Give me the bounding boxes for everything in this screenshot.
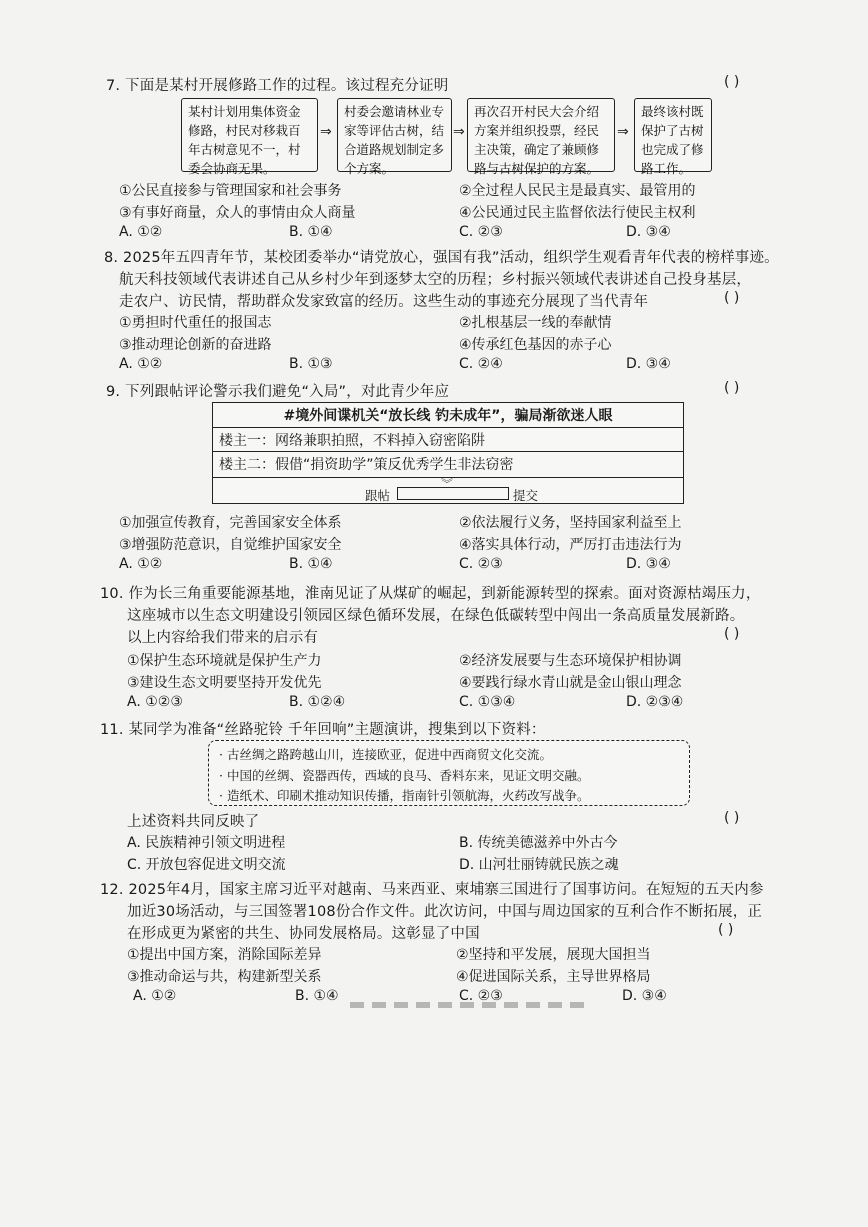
q9-stem: 9. 下列跟帖评论警示我们避免“入局”，对此青少年应 xyxy=(106,384,450,400)
q11-stem: 11. 某同学为准备“丝路驼铃 千年回响”主题演讲，搜集到以下资料： xyxy=(100,722,546,738)
q9-option-1: ①加强宣传教育，完善国家安全体系 xyxy=(119,515,342,531)
q10-line-3: 以上内容给我们带来的启示有 xyxy=(127,630,319,646)
q11-answer-paren: ( ) xyxy=(724,810,740,826)
forum-post-2: 楼主二：假借“捐资助学”策反优秀学生非法窃密 xyxy=(219,457,514,473)
q10-choice-c: C. ①③④ xyxy=(459,694,516,710)
q9-option-3: ③增强防范意识，自觉维护国家安全 xyxy=(119,537,342,553)
q10-choice-a: A. ①②③ xyxy=(127,694,183,710)
divider xyxy=(213,451,683,452)
q7-flow-step-4: 最终该村既保护了古树也完成了修路工作。 xyxy=(634,98,712,172)
q11-choice-b: B. 传统美德滋养中外古今 xyxy=(459,835,618,851)
q9-choice-d: D. ③④ xyxy=(626,556,671,572)
q8-option-1: ①勇担时代重任的报国志 xyxy=(119,315,272,331)
reply-label: 跟帖 xyxy=(365,488,391,503)
q9-choice-a: A. ①② xyxy=(119,556,163,572)
q9-choice-b: B. ①④ xyxy=(289,556,333,572)
q9-option-4: ④落实具体行动，严厉打击违法行为 xyxy=(459,537,682,553)
q7-choice-d: D. ③④ xyxy=(626,224,671,240)
submit-label: 提交 xyxy=(513,488,539,503)
q11-material-3: · 造纸术、印刷术推动知识传播，指南针引领航海，火药改写战争。 xyxy=(219,788,590,803)
q7-option-3: ③有事好商量，众人的事情由众人商量 xyxy=(119,205,356,221)
flow-arrow-icon: ⇒ xyxy=(320,124,332,140)
q8-choice-c: C. ②④ xyxy=(459,356,503,372)
q10-line-1: 10. 作为长三角重要能源基地，淮南见证了从煤矿的崛起，到新能源转型的探索。面对资源枯竭压力， xyxy=(100,586,761,602)
q9-option-2: ②依法履行义务，坚持国家利益至上 xyxy=(459,515,682,531)
chevron-down-icon: ︾ xyxy=(441,477,454,491)
q8-line-3: 走农户、访民情，帮助群众发家致富的经历。这些生动的事迹充分展现了当代青年 xyxy=(119,294,649,310)
q8-option-2: ②扎根基层一线的奉献情 xyxy=(459,315,612,331)
q7-flow-step-3: 再次召开村民大会介绍方案并组织投票，经民主决策，确定了兼顾修路与古树保护的方案。 xyxy=(467,98,615,172)
q7-stem: 7. 下面是某村开展修路工作的过程。该过程充分证明 xyxy=(106,78,449,94)
q7-option-2: ②全过程人民民主是最真实、最管用的 xyxy=(459,183,696,199)
q8-choice-b: B. ①③ xyxy=(289,356,333,372)
q12-option-3: ③推动命运与共，构建新型关系 xyxy=(127,969,322,985)
q7-option-1: ①公民直接参与管理国家和社会事务 xyxy=(119,183,342,199)
forum-title: #境外间谍机关“放长线 钓未成年”，骗局渐欲迷人眼 xyxy=(283,408,613,424)
q12-option-2: ②坚持和平发展，展现大国担当 xyxy=(456,947,651,963)
q10-choice-d: D. ②③④ xyxy=(626,694,684,710)
q12-answer-paren: ( ) xyxy=(718,922,734,938)
q10-option-4: ④要践行绿水青山就是金山银山理念 xyxy=(459,675,682,691)
q11-choice-d: D. 山河壮丽铸就民族之魂 xyxy=(459,857,619,873)
q11-material-2: · 中国的丝绸、瓷器西传，西域的良马、香料东来，见证文明交融。 xyxy=(219,768,590,783)
divider xyxy=(213,427,683,428)
q10-option-3: ③建设生态文明要坚持开发优先 xyxy=(127,675,322,691)
q7-choice-a: A. ①② xyxy=(119,224,163,240)
q10-choice-b: B. ①②④ xyxy=(289,694,346,710)
flow-arrow-icon: ⇒ xyxy=(453,124,465,140)
q8-choice-a: A. ①② xyxy=(119,356,163,372)
reply-input xyxy=(397,487,509,500)
q7-choice-b: B. ①④ xyxy=(289,224,333,240)
q10-answer-paren: ( ) xyxy=(724,626,740,642)
q12-choice-c: C. ②③ xyxy=(459,988,503,1004)
q7-choice-c: C. ②③ xyxy=(459,224,503,240)
forum-post-panel xyxy=(212,402,684,504)
q12-option-1: ①提出中国方案，消除国际差异 xyxy=(127,947,322,963)
q9-choice-c: C. ②③ xyxy=(459,556,503,572)
q9-answer-paren: ( ) xyxy=(724,380,740,396)
q8-option-4: ④传承红色基因的赤子心 xyxy=(459,337,612,353)
q11-choice-a: A. 民族精神引领文明进程 xyxy=(127,835,286,851)
q11-choice-c: C. 开放包容促进文明交流 xyxy=(127,857,286,873)
q8-choice-d: D. ③④ xyxy=(626,356,671,372)
q12-line-3: 在形成更为紧密的共生、协同发展格局。这彰显了中国 xyxy=(127,926,480,942)
forum-post-1: 楼主一：网络兼职拍照，不料掉入窃密陷阱 xyxy=(219,433,485,449)
q10-option-2: ②经济发展要与生态环境保护相协调 xyxy=(459,653,682,669)
q8-option-3: ③推动理论创新的奋进路 xyxy=(119,337,272,353)
q8-line-2: 航天科技领域代表讲述自己从乡村少年到逐梦太空的历程；乡村振兴领域代表讲述自己投身基层， xyxy=(119,272,752,288)
q7-option-4: ④公民通过民主监督依法行使民主权利 xyxy=(459,205,696,221)
q11-material-1: · 古丝绸之路跨越山川，连接欧亚，促进中西商贸文化交流。 xyxy=(219,747,552,762)
q10-line-2: 这座城市以生态文明建设引领园区绿色循环发展，在绿色低碳转型中闯出一条高质量发展新路。 xyxy=(127,608,745,624)
q12-choice-a: A. ①② xyxy=(133,988,177,1004)
page-footer-smudge xyxy=(350,1002,590,1008)
q8-line-1: 8. 2025年五四青年节，某校团委举办“请党放心，强国有我”活动，组织学生观看青年代表的榜样事迹。 xyxy=(104,250,779,266)
q8-answer-paren: ( ) xyxy=(724,290,740,306)
q12-choice-d: D. ③④ xyxy=(622,988,667,1004)
q12-choice-b: B. ①④ xyxy=(295,988,339,1004)
q7-flow-step-2: 村委会邀请林业专家等评估古树，结合道路规划制定多个方案。 xyxy=(337,98,452,172)
q12-option-4: ④促进国际关系，主导世界格局 xyxy=(456,969,651,985)
q7-answer-paren: ( ) xyxy=(724,74,740,90)
q12-line-2: 加近30场活动，与三国签署108份合作文件。此次访问，中国与周边国家的互利合作不断拓展，正 xyxy=(127,904,763,920)
q12-line-1: 12. 2025年4月，国家主席习近平对越南、马来西亚、柬埔寨三国进行了国事访问。在短短的五天内参 xyxy=(100,882,764,898)
q11-material-box xyxy=(208,740,690,806)
q10-option-1: ①保护生态环境就是保护生产力 xyxy=(127,653,322,669)
flow-arrow-icon: ⇒ xyxy=(617,124,629,140)
q7-flow-step-1: 某村计划用集体资金修路，村民对移栽百年古树意见不一，村委会协商无果。 xyxy=(181,98,318,172)
q11-question: 上述资料共同反映了 xyxy=(127,814,260,830)
